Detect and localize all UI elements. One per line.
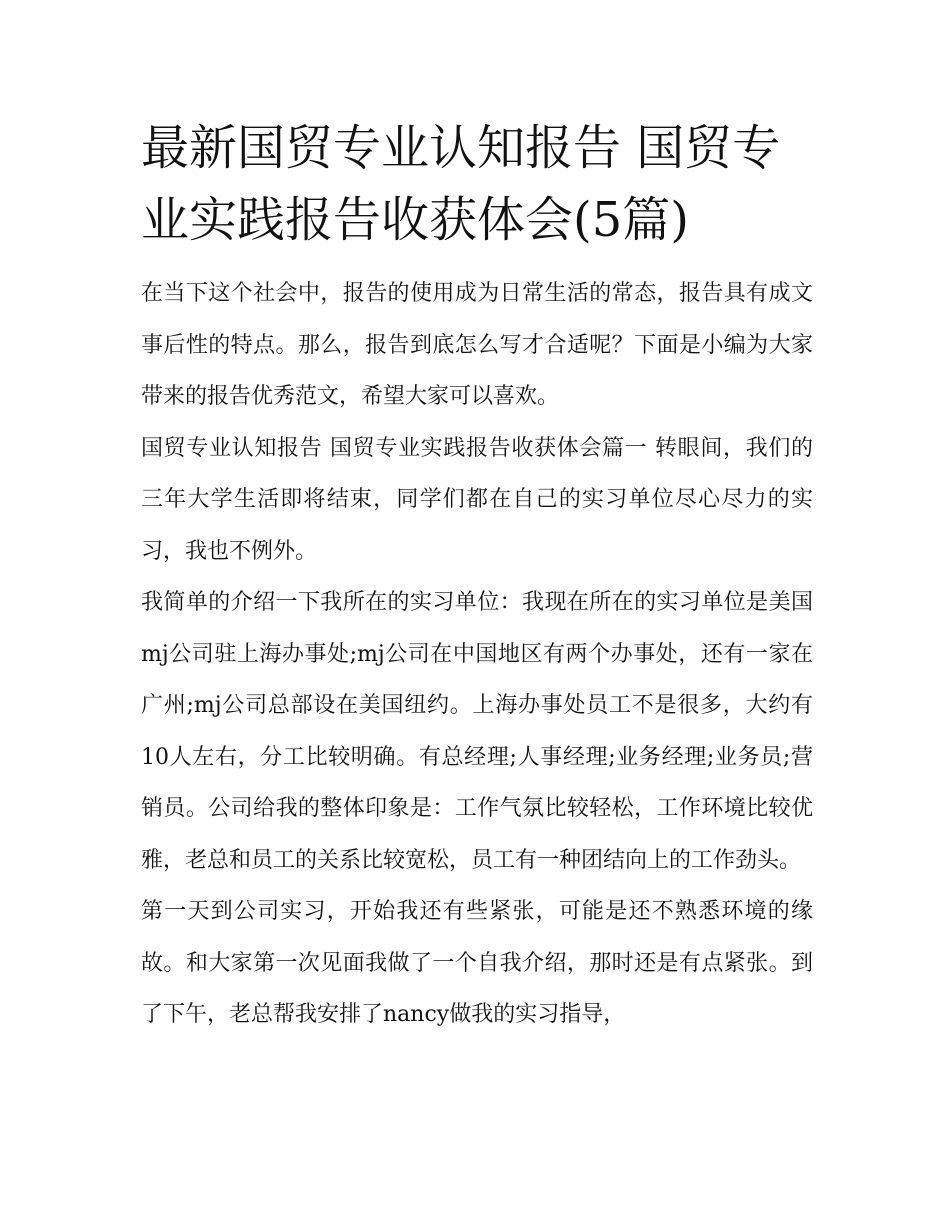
document-title: 最新国贸专业认知报告 国贸专业实践报告收获体会(5篇) [141, 120, 781, 248]
paragraph-section-one: 国贸专业认知报告 国贸专业实践报告收获体会篇一 转眼间，我们的三年大学生活即将结束，同学们都在自己的实习单位尽心尽力的实习，我也不例外。 [141, 435, 813, 564]
title-spacer [141, 256, 813, 268]
paragraph-first-day: 第一天到公司实习，开始我还有些紧张，可能是还不熟悉环境的缘故。和大家第一次见面我做了一个自我介绍，那时还是有点紧张。到了下午，老总帮我安排了nancy做我的实习指导， [141, 899, 813, 1027]
document-body [141, 112, 813, 1041]
paragraph-intro: 在当下这个社会中，报告的使用成为日常生活的常态，报告具有成文事后性的特点。那么，报告到底怎么写才合适呢？下面是小编为大家带来的报告优秀范文，希望大家可以喜欢。 [141, 281, 813, 409]
paragraph-internship-unit: 我简单的介绍一下我所在的实习单位：我现在所在的实习单位是美国mj公司驻上海办事处;mj公司在中国地区有两个办事处，还有一家在广州;mj公司总部设在美国纽约。上海办事处员工不是很多，大约有10人左右，分工比较明确。有总经理;人事经理;业务经理;业务员;营销员。公司给我的整体印象是：工作气氛比较轻松，工作环境比较优雅，老总和员工的关系比较宽松，员工有一种团结向上的工作劲头。 [141, 590, 813, 873]
